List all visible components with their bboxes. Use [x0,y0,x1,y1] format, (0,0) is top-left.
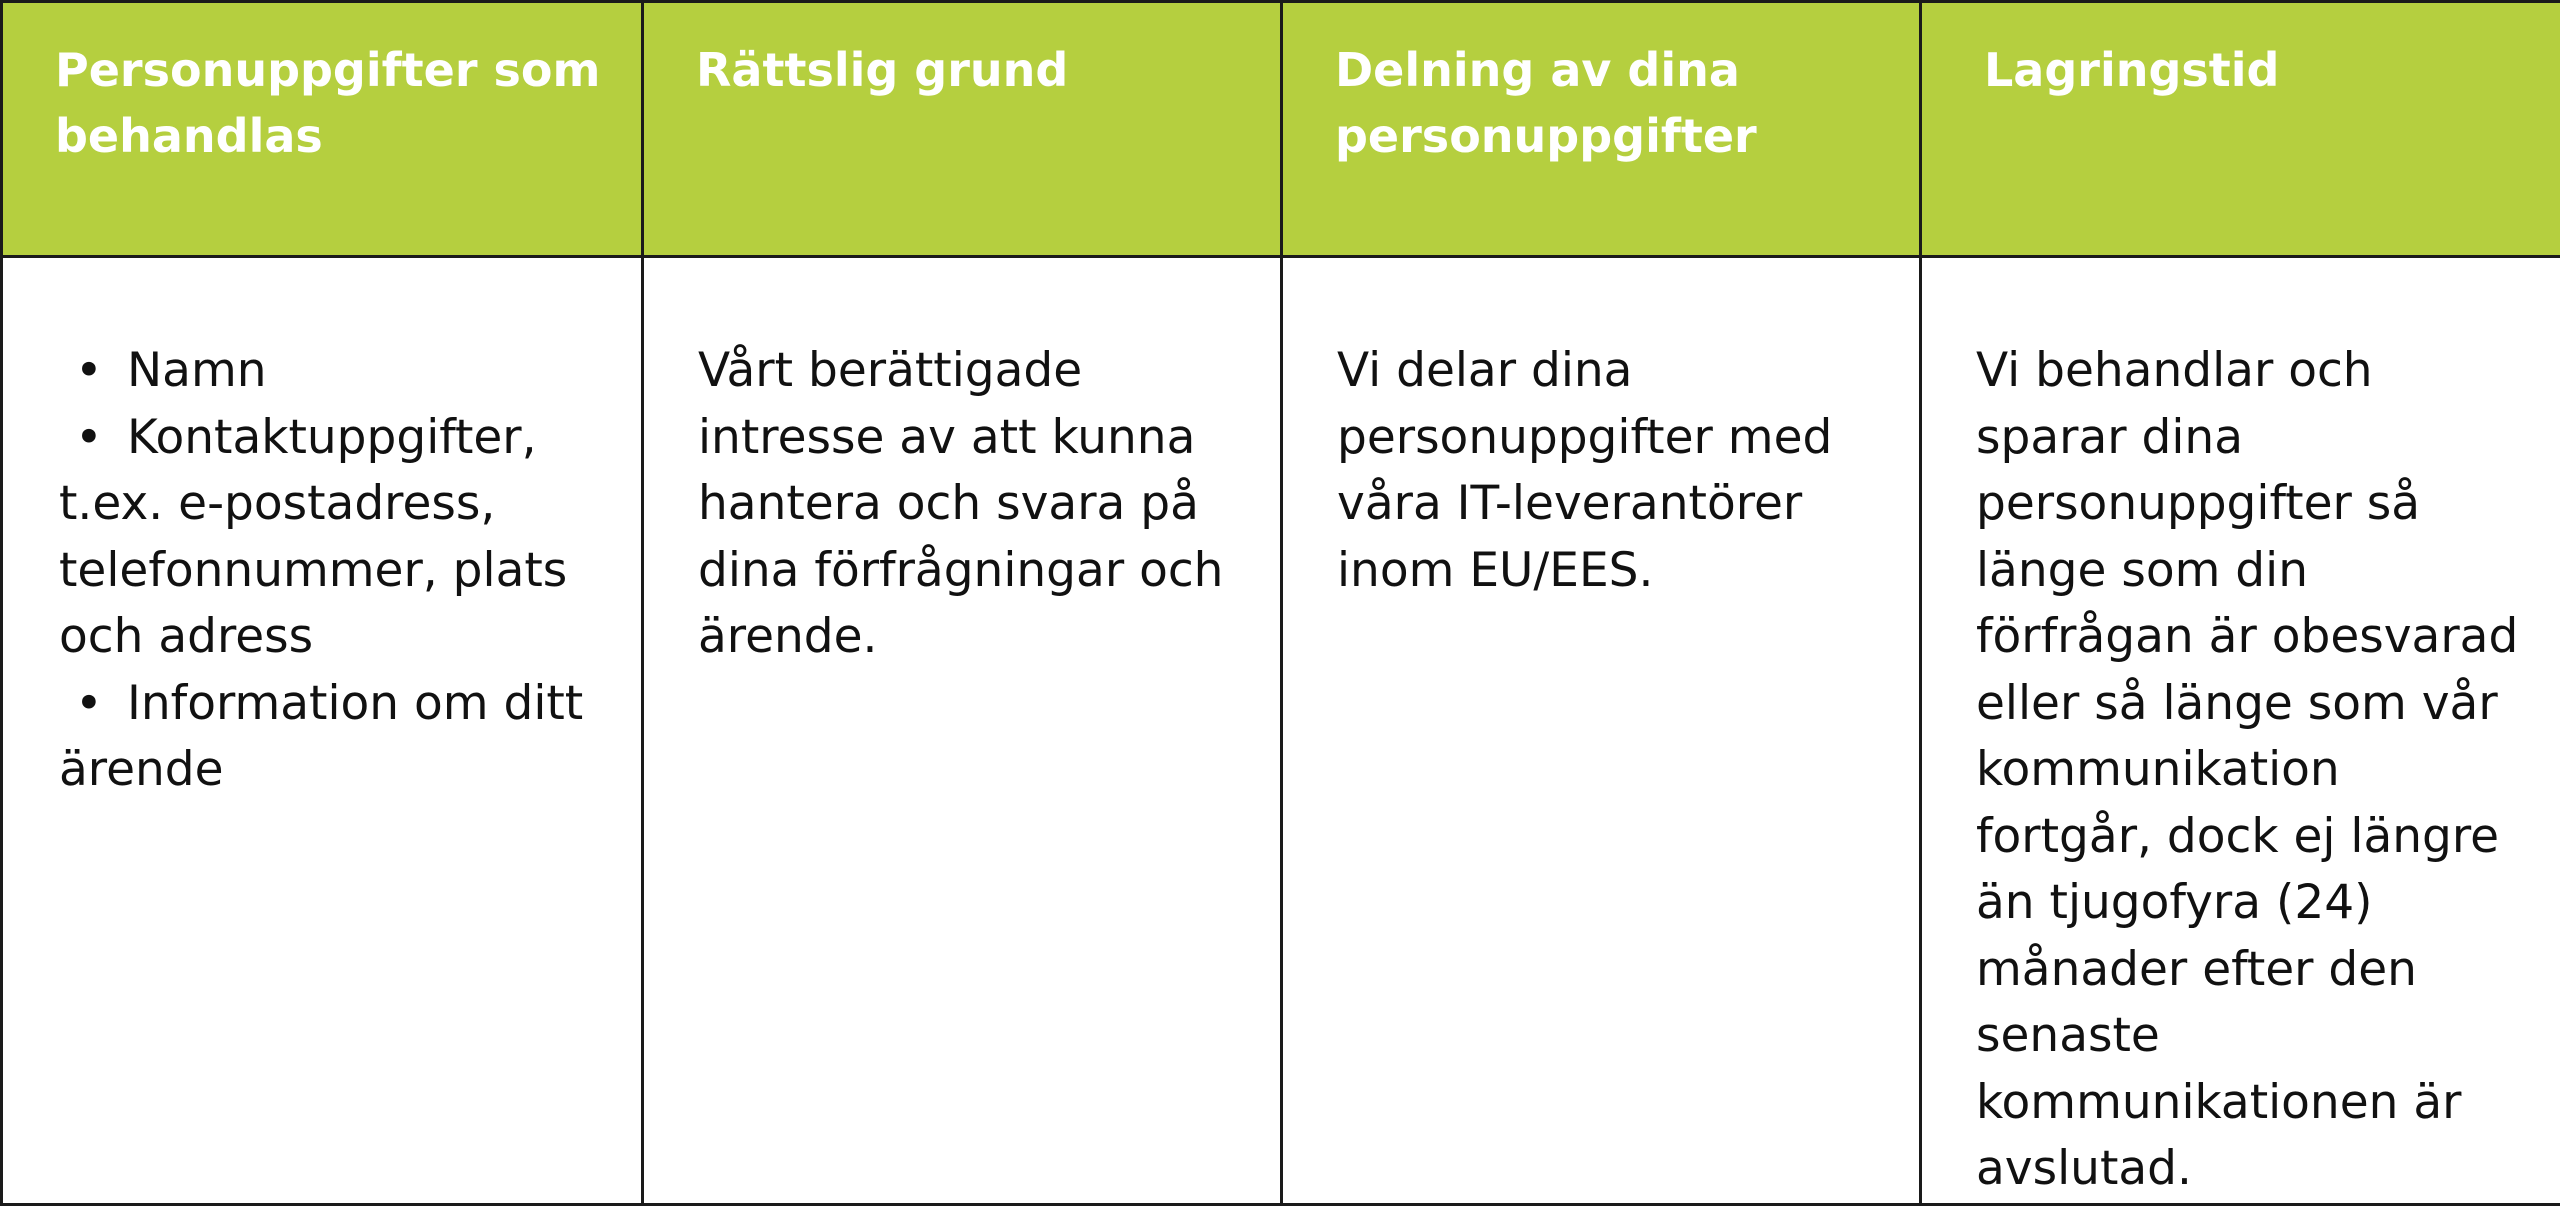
table-header [2,2,2560,257]
table-row [2,257,2560,1205]
list-item [59,671,601,804]
list-item-text: Kontaktuppgifter, t.ex. e-postadress, telefonnummer, plats och adress [59,410,567,665]
header-retention: Lagringstid [1921,2,2560,257]
list-item [59,405,601,671]
header-legal-basis: Rättslig grund [643,2,1282,257]
bullet-icon: • [59,405,127,472]
cell-legal-basis: Vårt berättigade intresse av att kunna hantera och svara på dina förfrågningar och ärende. [643,257,1282,1205]
personal-data-list [59,338,601,804]
list-item-text: Information om ditt ärende [59,676,583,798]
header-row [2,2,2560,257]
cell-sharing: Vi delar dina personuppgifter med våra IT-leverantörer inom EU/EES. [1282,257,1921,1205]
bullet-icon: • [59,671,127,738]
header-sharing: Delning av dina personuppgifter [1282,2,1921,257]
bullet-icon: • [59,338,127,405]
header-personal-data: Personuppgifter som behandlas [2,2,643,257]
cell-personal-data [2,257,643,1205]
list-item [59,338,601,405]
list-item-text: Namn [127,343,267,398]
cell-retention: Vi behandlar och sparar dina personuppgifter så länge som din förfrågan är obesvarad eller så länge som vår kommunikation fortgår, dock ej längre än tjugofyra (24) månader efter den senaste kommunikationen är avslutad. [1921,257,2560,1205]
table-body [2,257,2560,1205]
